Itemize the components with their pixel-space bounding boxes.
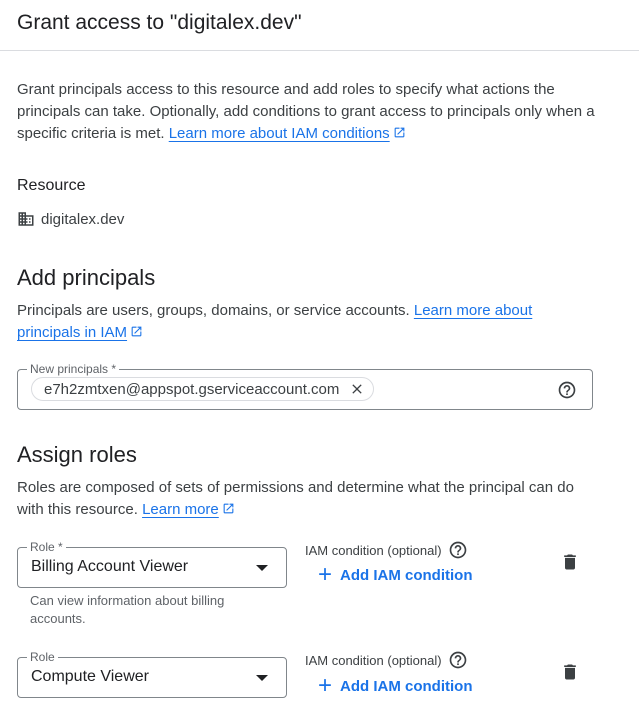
delete-icon[interactable] [560,552,580,572]
add-principals-title: Add principals [17,265,156,290]
assign-roles-description: Roles are composed of sets of permissions and determine what the principal can do with this resource. Learn more [17,479,574,518]
dialog-title: Grant access to "digitalex.dev" [17,11,302,34]
iam-condition-label: IAM condition (optional) [305,542,442,558]
role-hint: Can view information about billing accounts. [30,593,225,626]
new-principals-field[interactable] [17,362,593,410]
external-link-icon [222,502,235,515]
assign-roles-title: Assign roles [17,442,137,467]
principals-iam-link[interactable]: Learn more about principals in IAM [17,302,533,341]
external-link-icon [130,325,143,338]
help-icon[interactable] [557,380,577,400]
delete-icon[interactable] [560,662,580,682]
role-label: Role * [27,539,66,555]
role-value: Compute Viewer [31,668,149,685]
principal-chip-text: e7h2zmtxen@appspot.gserviceaccount.com [44,380,340,398]
role-value: Billing Account Viewer [31,558,189,575]
add-principals-description: Principals are users, groups, domains, or service accounts. Learn more about principals in IAM [17,302,533,341]
resource-label: Resource [17,177,86,194]
help-icon[interactable] [448,540,468,560]
roles-learn-more-link[interactable]: Learn more [142,501,235,518]
plus-icon: + [318,672,333,699]
role-select-2[interactable] [17,650,287,698]
principal-chip [31,377,374,401]
iam-condition-label: IAM condition (optional) [305,652,442,668]
close-icon[interactable] [349,381,365,397]
iam-condition-header-1 [305,540,468,560]
new-principals-label: New principals * [27,361,119,377]
intro-text: Grant principals access to this resource and add roles to specify what actions the principals can take. Optionally, add conditions to grant access to principals only when a specific criteria is met. [17,81,595,142]
iam-conditions-link[interactable]: Learn more about IAM conditions [169,125,406,142]
dialog-header [0,0,639,51]
add-iam-condition-button[interactable]: + Add IAM condition [318,561,473,588]
dropdown-arrow-icon [256,675,268,681]
role-label: Role [27,649,58,665]
external-link-icon [393,126,406,139]
intro-paragraph [17,79,617,145]
plus-icon: + [318,561,333,588]
domain-icon [17,210,35,228]
role-select-1[interactable] [17,540,287,588]
help-icon[interactable] [448,650,468,670]
resource-name: digitalex.dev [41,210,125,228]
dropdown-arrow-icon [256,565,268,571]
add-iam-condition-button[interactable]: + Add IAM condition [318,672,473,699]
resource-row [17,210,124,228]
iam-condition-header-2 [305,650,468,670]
